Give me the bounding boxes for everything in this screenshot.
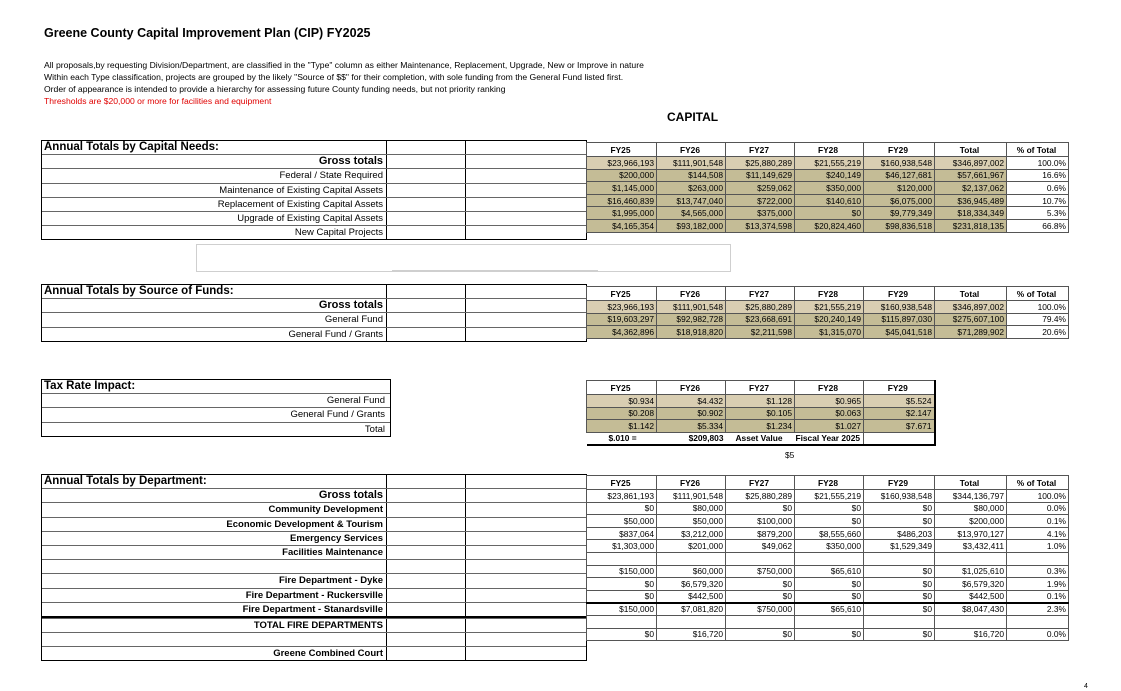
table-cell: $200,000 bbox=[935, 515, 1007, 528]
column-header: % of Total bbox=[1007, 476, 1069, 490]
table-cell: $0 bbox=[864, 590, 935, 603]
table-row bbox=[587, 326, 1069, 339]
table-cell: 1.0% bbox=[1007, 540, 1069, 553]
table-cell: $92,982,728 bbox=[657, 313, 726, 326]
row-label: Total bbox=[364, 423, 385, 435]
table-cell: $20,240,149 bbox=[795, 313, 864, 326]
table-cell: $98,836,518 bbox=[864, 219, 935, 232]
table-cell: $0 bbox=[864, 515, 935, 528]
row-label: Replacement of Existing Capital Assets bbox=[42, 198, 387, 211]
table-cell: $0 bbox=[795, 628, 864, 641]
table-cell: $25,880,289 bbox=[726, 301, 795, 314]
table-cell: $346,897,002 bbox=[935, 301, 1007, 314]
table-cell: $0 bbox=[795, 207, 864, 220]
table-cell: $60,000 bbox=[657, 565, 726, 578]
section-header: Annual Totals by Capital Needs: bbox=[42, 141, 387, 154]
table-cell: 100.0% bbox=[1007, 157, 1069, 170]
table-cell: $231,818,135 bbox=[935, 219, 1007, 232]
column-header: FY28 bbox=[795, 143, 864, 157]
table-cell: $25,880,289 bbox=[726, 157, 795, 170]
table-cell: $7,081,820 bbox=[657, 603, 726, 616]
column-header: FY26 bbox=[657, 476, 726, 490]
table-cell: $0 bbox=[726, 502, 795, 515]
table-cell: $111,901,548 bbox=[657, 490, 726, 503]
table-cell: $18,334,349 bbox=[935, 207, 1007, 220]
column-header: FY27 bbox=[726, 143, 795, 157]
label-row bbox=[42, 618, 586, 632]
table-cell: $93,182,000 bbox=[657, 219, 726, 232]
table-cell: 79.4% bbox=[1007, 313, 1069, 326]
table-cell: $23,861,193 bbox=[587, 490, 657, 503]
table-cell: $1,995,000 bbox=[587, 207, 657, 220]
table-cell: $0 bbox=[864, 628, 935, 641]
table-cell: $750,000 bbox=[726, 603, 795, 616]
table-cell: $65,610 bbox=[795, 603, 864, 616]
table-cell: $0 bbox=[587, 590, 657, 603]
row-label: Community Development bbox=[42, 503, 387, 516]
column-header: Total bbox=[935, 143, 1007, 157]
table-row bbox=[587, 502, 1069, 515]
table-cell: $0 bbox=[864, 502, 935, 515]
column-header: FY25 bbox=[587, 287, 657, 301]
table-cell: $50,000 bbox=[657, 515, 726, 528]
table-cell: $8,555,660 bbox=[795, 527, 864, 540]
column-header: % of Total bbox=[1007, 143, 1069, 157]
label-row bbox=[42, 517, 586, 531]
table-cell: $1,145,000 bbox=[587, 182, 657, 195]
table-row bbox=[587, 420, 935, 433]
table-cell: $100,000 bbox=[726, 515, 795, 528]
column-header: FY26 bbox=[657, 143, 726, 157]
table-row bbox=[587, 490, 1069, 503]
table-cell: $80,000 bbox=[657, 502, 726, 515]
label-row bbox=[42, 588, 586, 602]
table-row bbox=[587, 395, 935, 408]
divider bbox=[392, 270, 598, 274]
label-row bbox=[42, 154, 586, 168]
table-cell: $80,000 bbox=[935, 502, 1007, 515]
label-row bbox=[42, 197, 586, 211]
table-cell: $21,555,219 bbox=[795, 157, 864, 170]
table-cell: $7.671 bbox=[864, 420, 935, 433]
table-cell: 10.7% bbox=[1007, 194, 1069, 207]
table-row bbox=[587, 194, 1069, 207]
table-cell: $0 bbox=[864, 578, 935, 591]
row-label: Economic Development & Tourism bbox=[42, 518, 387, 531]
table-cell: $0 bbox=[795, 515, 864, 528]
table-cell: $111,901,548 bbox=[657, 157, 726, 170]
table-cell: $6,075,000 bbox=[864, 194, 935, 207]
label-row bbox=[42, 646, 586, 660]
table-cell bbox=[1007, 552, 1069, 565]
table-row bbox=[587, 527, 1069, 540]
table-row bbox=[587, 540, 1069, 553]
intro-line: All proposals,by requesting Division/Department, are classified in the "Type" column as either Maintenance, Replacement, Upgrade, New or Improve in nature bbox=[44, 60, 644, 70]
table-cell: $19,603,297 bbox=[587, 313, 657, 326]
label-row bbox=[42, 327, 586, 341]
label-row bbox=[42, 183, 586, 197]
table-row bbox=[587, 552, 1069, 565]
row-label: TOTAL FIRE DEPARTMENTS bbox=[42, 619, 387, 632]
table-cell bbox=[935, 615, 1007, 628]
table-cell: $486,203 bbox=[864, 527, 935, 540]
footer-cell: $209,803 bbox=[688, 433, 724, 444]
table-row bbox=[587, 590, 1069, 603]
table-cell: $201,000 bbox=[657, 540, 726, 553]
table-cell: $879,200 bbox=[726, 527, 795, 540]
label-row bbox=[42, 225, 586, 239]
label-row bbox=[42, 488, 586, 502]
table-row bbox=[587, 169, 1069, 182]
table-cell: $0 bbox=[587, 502, 657, 515]
table-cell: $25,880,289 bbox=[726, 490, 795, 503]
table-cell: $350,000 bbox=[795, 182, 864, 195]
table-cell: 4.1% bbox=[1007, 527, 1069, 540]
table-cell: $16,720 bbox=[935, 628, 1007, 641]
table-cell: $0 bbox=[864, 603, 935, 616]
table-cell: $0 bbox=[795, 590, 864, 603]
table-row bbox=[587, 157, 1069, 170]
table-cell: $442,500 bbox=[657, 590, 726, 603]
table-cell: $20,824,460 bbox=[795, 219, 864, 232]
table-cell: 5.3% bbox=[1007, 207, 1069, 220]
label-row bbox=[42, 502, 586, 516]
page-title: Greene County Capital Improvement Plan (CIP) FY2025 bbox=[44, 26, 371, 40]
table-row bbox=[587, 578, 1069, 591]
table-cell: $49,062 bbox=[726, 540, 795, 553]
table-cell bbox=[657, 552, 726, 565]
table-cell: $375,000 bbox=[726, 207, 795, 220]
row-label: General Fund / Grants bbox=[290, 409, 385, 421]
table-cell bbox=[587, 552, 657, 565]
table-row bbox=[587, 565, 1069, 578]
column-header: FY27 bbox=[726, 287, 795, 301]
empty-text-box bbox=[196, 244, 731, 272]
column-header: FY28 bbox=[795, 287, 864, 301]
table-cell: $750,000 bbox=[726, 565, 795, 578]
section-header: Annual Totals by Department: bbox=[42, 475, 387, 488]
table-cell: $8,047,430 bbox=[935, 603, 1007, 616]
table-cell: 0.1% bbox=[1007, 590, 1069, 603]
table-cell: $6,579,320 bbox=[935, 578, 1007, 591]
table-cell: $275,607,100 bbox=[935, 313, 1007, 326]
table-cell: $1,025,610 bbox=[935, 565, 1007, 578]
table-row bbox=[587, 615, 1069, 628]
table-cell: $0 bbox=[864, 565, 935, 578]
table-cell: $0.965 bbox=[795, 395, 864, 408]
table-cell: $150,000 bbox=[587, 565, 657, 578]
table-row bbox=[587, 407, 935, 420]
table-cell: $6,579,320 bbox=[657, 578, 726, 591]
table-cell: 0.3% bbox=[1007, 565, 1069, 578]
table-cell: $2,137,062 bbox=[935, 182, 1007, 195]
table-cell: 0.0% bbox=[1007, 502, 1069, 515]
column-header: FY28 bbox=[795, 381, 864, 395]
row-label: Federal / State Required bbox=[42, 169, 387, 182]
footer-cell: Asset Value bbox=[735, 433, 783, 444]
column-header: Total bbox=[935, 287, 1007, 301]
table-cell: $16,720 bbox=[657, 628, 726, 641]
label-row bbox=[42, 632, 586, 646]
table-cell: 0.0% bbox=[1007, 628, 1069, 641]
capital-heading: CAPITAL bbox=[667, 110, 719, 124]
table-cell: $13,747,040 bbox=[657, 194, 726, 207]
table-cell: $23,668,691 bbox=[726, 313, 795, 326]
table-cell: 100.0% bbox=[1007, 301, 1069, 314]
table-cell bbox=[587, 615, 657, 628]
table-cell: $263,000 bbox=[657, 182, 726, 195]
table-cell bbox=[657, 615, 726, 628]
column-header: FY25 bbox=[587, 381, 657, 395]
row-label: General Fund bbox=[326, 395, 385, 407]
table-cell: $144,508 bbox=[657, 169, 726, 182]
table-cell: $2.147 bbox=[864, 407, 935, 420]
table-row bbox=[587, 219, 1069, 232]
page-number: 4 bbox=[1084, 683, 1088, 690]
table-cell: $4,362,896 bbox=[587, 326, 657, 339]
column-header: FY26 bbox=[657, 381, 726, 395]
table-cell: $111,901,548 bbox=[657, 301, 726, 314]
row-label: Fire Department - Stanardsville bbox=[42, 603, 387, 616]
data-table bbox=[586, 380, 936, 446]
table-cell: 2.3% bbox=[1007, 603, 1069, 616]
section-header: Tax Rate Impact: bbox=[44, 380, 136, 392]
table-cell: $200,000 bbox=[587, 169, 657, 182]
label-row bbox=[42, 298, 586, 312]
table-cell: $259,062 bbox=[726, 182, 795, 195]
row-label: Emergency Services bbox=[42, 532, 387, 545]
table-cell: 16.6% bbox=[1007, 169, 1069, 182]
table-cell: $3,432,411 bbox=[935, 540, 1007, 553]
table-cell: $120,000 bbox=[864, 182, 935, 195]
table-cell: $4,565,000 bbox=[657, 207, 726, 220]
table-cell: $160,938,548 bbox=[864, 490, 935, 503]
table-cell: 0.1% bbox=[1007, 515, 1069, 528]
table-cell: $50,000 bbox=[587, 515, 657, 528]
table-cell: $160,938,548 bbox=[864, 301, 935, 314]
table-cell: $0 bbox=[726, 578, 795, 591]
column-header: FY29 bbox=[864, 143, 935, 157]
table-cell: $9,779,349 bbox=[864, 207, 935, 220]
table-cell: $23,966,193 bbox=[587, 301, 657, 314]
label-row bbox=[42, 559, 586, 573]
footer-cell: Fiscal Year 2025 bbox=[795, 433, 861, 444]
table-cell: 0.6% bbox=[1007, 182, 1069, 195]
table-cell: $4.432 bbox=[657, 395, 726, 408]
table-cell: $1.234 bbox=[726, 420, 795, 433]
table-cell: $0 bbox=[587, 578, 657, 591]
column-header: FY29 bbox=[864, 381, 935, 395]
column-header: FY29 bbox=[864, 287, 935, 301]
table-cell: $13,374,598 bbox=[726, 219, 795, 232]
label-row bbox=[42, 573, 586, 587]
table-cell: $0.902 bbox=[657, 407, 726, 420]
row-label: General Fund bbox=[42, 313, 387, 326]
section-header: Annual Totals by Source of Funds: bbox=[42, 285, 387, 298]
column-header: FY25 bbox=[587, 143, 657, 157]
table-cell bbox=[795, 552, 864, 565]
label-row bbox=[42, 312, 586, 326]
column-header: FY26 bbox=[657, 287, 726, 301]
label-box bbox=[41, 284, 587, 342]
table-cell: 66.8% bbox=[1007, 219, 1069, 232]
table-cell: $0 bbox=[587, 628, 657, 641]
row-label: Facilities Maintenance bbox=[42, 546, 387, 559]
table-cell: $5.524 bbox=[864, 395, 935, 408]
table-cell: 1.9% bbox=[1007, 578, 1069, 591]
table-cell bbox=[864, 615, 935, 628]
table-cell: 20.6% bbox=[1007, 326, 1069, 339]
table-cell: $46,127,681 bbox=[864, 169, 935, 182]
table-cell: $1,315,070 bbox=[795, 326, 864, 339]
table-cell: $3,212,000 bbox=[657, 527, 726, 540]
table-row bbox=[587, 207, 1069, 220]
row-label: Greene Combined Court bbox=[42, 647, 387, 660]
row-label: Gross totals bbox=[42, 489, 387, 502]
table-cell bbox=[726, 615, 795, 628]
table-cell: $11,149,629 bbox=[726, 169, 795, 182]
label-row bbox=[42, 545, 586, 559]
table-cell: $1.128 bbox=[726, 395, 795, 408]
table-cell: $240,149 bbox=[795, 169, 864, 182]
threshold-note: Thresholds are $20,000 or more for facilities and equipment bbox=[44, 96, 272, 106]
row-label bbox=[42, 633, 387, 646]
table-row bbox=[587, 628, 1069, 641]
intro-line: Order of appearance is intended to provide a hierarchy for assessing future County funding needs, but not priority ranking bbox=[44, 84, 506, 94]
table-cell bbox=[726, 552, 795, 565]
data-table bbox=[586, 286, 1069, 339]
table-cell: $21,555,219 bbox=[795, 301, 864, 314]
table-row bbox=[587, 313, 1069, 326]
table-cell: $1.142 bbox=[587, 420, 657, 433]
table-cell: $722,000 bbox=[726, 194, 795, 207]
data-table bbox=[586, 475, 1069, 641]
table-cell: $140,610 bbox=[795, 194, 864, 207]
row-label bbox=[42, 560, 387, 573]
table-cell: $1,303,000 bbox=[587, 540, 657, 553]
row-label: Fire Department - Dyke bbox=[42, 574, 387, 587]
table-cell: $0.934 bbox=[587, 395, 657, 408]
table-cell: $0 bbox=[795, 502, 864, 515]
intro-line: Within each Type classification, projects are grouped by the likely "Source of $$" for their completion, with sole funding from the General Fund listed first. bbox=[44, 72, 624, 82]
row-label: Gross totals bbox=[42, 299, 387, 312]
column-header: Total bbox=[935, 476, 1007, 490]
table-cell bbox=[864, 552, 935, 565]
label-row bbox=[42, 168, 586, 182]
table-cell: $346,897,002 bbox=[935, 157, 1007, 170]
table-cell: 100.0% bbox=[1007, 490, 1069, 503]
table-cell bbox=[1007, 615, 1069, 628]
label-row bbox=[42, 602, 586, 618]
row-label: Upgrade of Existing Capital Assets bbox=[42, 212, 387, 225]
footer-cell: $.010 = bbox=[608, 433, 637, 444]
table-cell: $36,945,489 bbox=[935, 194, 1007, 207]
column-header: FY25 bbox=[587, 476, 657, 490]
table-cell: $4,165,354 bbox=[587, 219, 657, 232]
table-cell: $350,000 bbox=[795, 540, 864, 553]
table-cell: $160,938,548 bbox=[864, 157, 935, 170]
table-cell: $5.334 bbox=[657, 420, 726, 433]
table-cell: $837,064 bbox=[587, 527, 657, 540]
table-cell: $65,610 bbox=[795, 565, 864, 578]
table-cell: $0.208 bbox=[587, 407, 657, 420]
table-cell: $23,966,193 bbox=[587, 157, 657, 170]
table-cell: $71,289,902 bbox=[935, 326, 1007, 339]
column-header: FY27 bbox=[726, 381, 795, 395]
row-label: Fire Department - Ruckersville bbox=[42, 589, 387, 602]
table-cell: $45,041,518 bbox=[864, 326, 935, 339]
column-header: FY29 bbox=[864, 476, 935, 490]
table-cell bbox=[795, 615, 864, 628]
table-row bbox=[587, 182, 1069, 195]
table-row bbox=[587, 301, 1069, 314]
label-box bbox=[41, 379, 391, 437]
table-cell: $0 bbox=[795, 578, 864, 591]
data-table bbox=[586, 142, 1069, 233]
label-box bbox=[41, 140, 587, 240]
column-header: % of Total bbox=[1007, 287, 1069, 301]
table-cell: $0 bbox=[726, 628, 795, 641]
tax-below-note: $5 bbox=[785, 450, 795, 460]
table-cell: $0.063 bbox=[795, 407, 864, 420]
table-cell: $115,897,030 bbox=[864, 313, 935, 326]
table-cell: $57,661,967 bbox=[935, 169, 1007, 182]
table-cell: $1,529,349 bbox=[864, 540, 935, 553]
table-cell: $2,211,598 bbox=[726, 326, 795, 339]
row-label: General Fund / Grants bbox=[42, 328, 387, 341]
table-cell: $18,918,820 bbox=[657, 326, 726, 339]
column-header: FY27 bbox=[726, 476, 795, 490]
label-box bbox=[41, 474, 587, 661]
label-row bbox=[42, 211, 586, 225]
row-label: New Capital Projects bbox=[42, 226, 387, 239]
label-row bbox=[42, 531, 586, 545]
table-cell: $442,500 bbox=[935, 590, 1007, 603]
table-cell: $150,000 bbox=[587, 603, 657, 616]
table-cell bbox=[935, 552, 1007, 565]
column-header: FY28 bbox=[795, 476, 864, 490]
table-cell: $0 bbox=[726, 590, 795, 603]
table-cell: $21,555,219 bbox=[795, 490, 864, 503]
row-label: Maintenance of Existing Capital Assets bbox=[42, 184, 387, 197]
table-row bbox=[587, 515, 1069, 528]
table-row bbox=[587, 603, 1069, 616]
intro-text bbox=[44, 59, 644, 107]
table-cell: $13,970,127 bbox=[935, 527, 1007, 540]
table-cell: $1.027 bbox=[795, 420, 864, 433]
row-label: Gross totals bbox=[42, 155, 387, 168]
table-cell: $0.105 bbox=[726, 407, 795, 420]
table-cell: $344,136,797 bbox=[935, 490, 1007, 503]
table-cell: $16,460,839 bbox=[587, 194, 657, 207]
